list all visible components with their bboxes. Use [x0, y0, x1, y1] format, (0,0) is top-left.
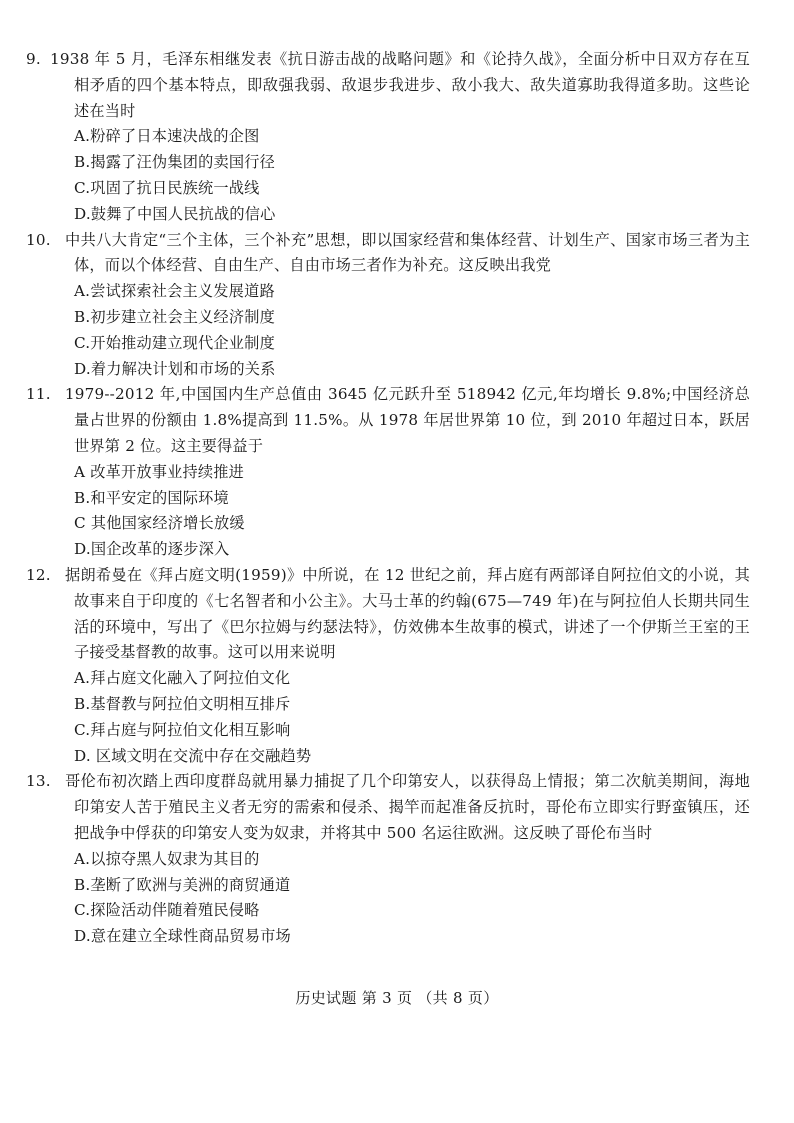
- question-text: 1979--2012 年,中国国内生产总值由 3645 亿元跃升至 518942 亿元,年均增长 9.8%;中国经济总量占世界的份额由 1.8%提高到 11.5%。从 1978 年居世界第 10 位，到 2010 年超过日本，跃居世界第 2 位。这主要得益于: [64, 385, 750, 455]
- option-b[interactable]: B.基督教与阿拉伯文明相互排斥: [74, 694, 291, 713]
- option-b[interactable]: B.初步建立社会主义经济制度: [74, 307, 276, 326]
- option-a[interactable]: A.拜占庭文化融入了阿拉伯文化: [74, 669, 291, 688]
- option-d[interactable]: D.鼓舞了中国人民抗战的信心: [74, 204, 276, 223]
- option-b[interactable]: B.垄断了欧洲与美洲的商贸通道: [74, 875, 291, 894]
- question-stem: [26, 228, 750, 280]
- option-c[interactable]: C.巩固了抗日民族统一战线: [74, 178, 260, 197]
- option-list: [50, 279, 750, 382]
- question-9: [26, 47, 750, 228]
- option-a[interactable]: A.以掠夺黑人奴隶为其目的: [74, 849, 260, 868]
- option-a[interactable]: A.粉碎了日本速决战的企图: [74, 127, 260, 146]
- question-text: 1938 年 5 月，毛泽东相继发表《抗日游击战的战略问题》和《论持久战》，全面分析中日双方存在互相矛盾的四个基本特点，即敌强我弱、敌退步我进步、敌小我大、敌失道寡助我得道多助。这些论述在当时: [50, 50, 750, 120]
- option-a[interactable]: A 改革开放事业持续推进: [74, 462, 245, 481]
- option-b[interactable]: B.揭露了汪伪集团的卖国行径: [74, 153, 276, 172]
- question-13: [26, 769, 750, 950]
- option-list: [50, 666, 750, 769]
- option-c[interactable]: C 其他国家经济增长放缓: [74, 514, 245, 533]
- option-d[interactable]: D.意在建立全球性商品贸易市场: [74, 927, 291, 946]
- question-11: [26, 382, 750, 563]
- option-c[interactable]: C.开始推动建立现代企业制度: [74, 333, 275, 352]
- question-list: [26, 47, 750, 950]
- page-footer: 历史试题 第 3 页 （共 8 页）: [295, 989, 499, 1007]
- option-list: [50, 124, 750, 227]
- question-text: 中共八大肯定“三个主体，三个补充”思想，即以国家经营和集体经营、计划生产、国家市场三者为主体，而以个体经营、自由生产、自由市场三者作为补充。这反映出我党: [64, 230, 750, 275]
- option-d[interactable]: D.着力解决计划和市场的关系: [74, 359, 276, 378]
- question-number: 10.: [26, 230, 51, 249]
- option-d[interactable]: D.国企改革的逐步深入: [74, 540, 230, 559]
- question-text: 哥伦布初次踏上西印度群岛就用暴力捕捉了几个印第安人，以获得岛上情报；第二次航美期间，海地印第安人苦于殖民主义者无穷的需索和侵杀、揭竿而起准备反抗时，哥伦布立即实行野蛮镇压，还把战争中俘获的印第安人变为奴隶，并将其中 500 名运往欧洲。这反映了哥伦布当时: [64, 772, 750, 842]
- question-stem: [26, 563, 750, 666]
- option-c[interactable]: C.探险活动伴随着殖民侵略: [74, 901, 260, 920]
- question-number: 12.: [26, 565, 51, 584]
- question-number: 11.: [26, 385, 51, 404]
- option-a[interactable]: A.尝试探索社会主义发展道路: [74, 282, 275, 301]
- question-10: [26, 228, 750, 383]
- option-d[interactable]: D. 区域文明在交流中存在交融趋势: [74, 746, 312, 765]
- question-text: 据朗希曼在《拜占庭文明(1959)》中所说，在 12 世纪之前，拜占庭有两部译自阿拉伯文的小说，其故事来自于印度的《七名智者和小公主》。大马士革的约翰(675—749 年)在与阿拉伯人长期共同生活的环境中，写出了《巴尔拉姆与约瑟法特》，仿效佛本生故事的模式，讲述了一个伊斯兰王室的王子接受基督教的故事。这可以用来说明: [64, 565, 750, 662]
- question-stem: [26, 769, 750, 846]
- option-list: [50, 460, 750, 563]
- question-stem: 9. 1938 年 5 月，毛泽东相继发表《抗日游击战的战略问题》和《论持久战》，全面分析中日双方存在互相矛盾的四个基本特点，即敌强我弱、敌退步我进步、敌小我大、敌失道寡助我得道多助。这些论述在当时: [26, 50, 750, 120]
- option-c[interactable]: C.拜占庭与阿拉伯文化相互影响: [74, 720, 291, 739]
- question-stem: [26, 382, 750, 459]
- question-12: [26, 563, 750, 769]
- option-list: [50, 847, 750, 950]
- question-number: 13.: [26, 772, 51, 791]
- option-b[interactable]: B.和平安定的国际环境: [74, 488, 229, 507]
